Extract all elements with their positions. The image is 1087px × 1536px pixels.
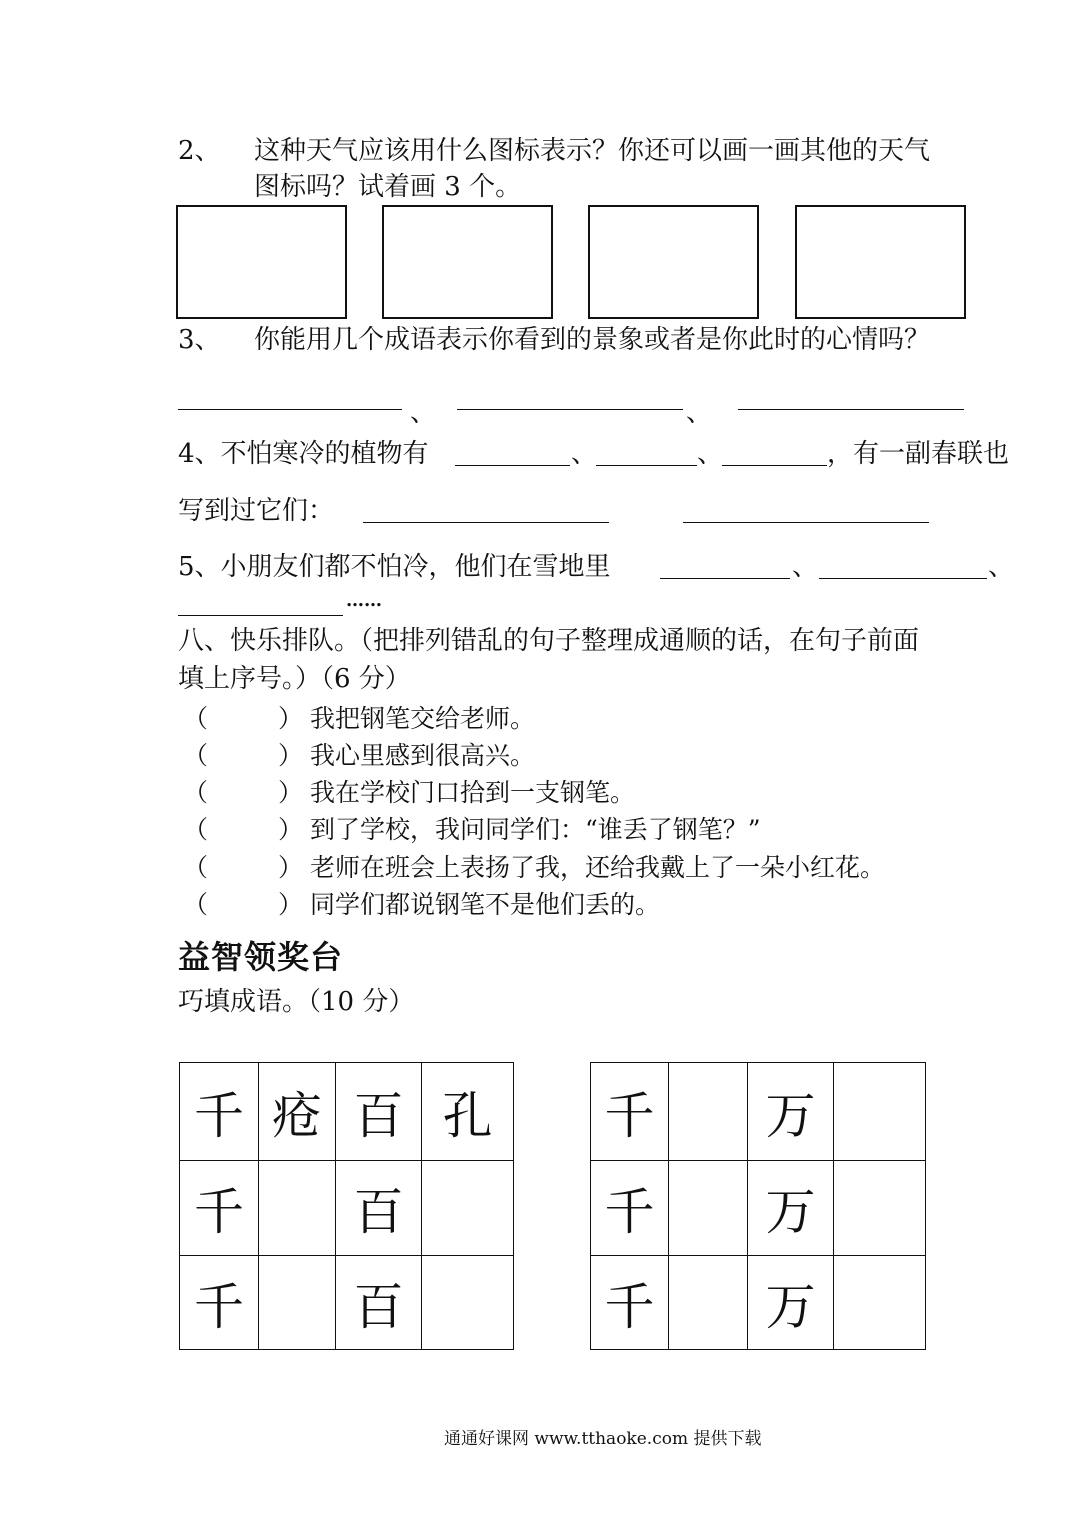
q4-text-end: ，有一副春联也: [827, 439, 1010, 469]
drawing-box-3[interactable]: [588, 205, 759, 319]
right-grid-blank-cell[interactable]: [834, 1063, 926, 1161]
order-item-1-close-paren: ）: [278, 704, 304, 733]
right-grid-cell: 万: [748, 1063, 834, 1161]
drawing-box-1[interactable]: [176, 205, 347, 319]
left-grid-cell: 孔: [422, 1063, 514, 1161]
bonus-prompt: 巧填成语。（10 分）: [178, 987, 415, 1017]
order-item-5-open-paren: （: [183, 853, 209, 882]
order-item-6-close-paren: ）: [278, 890, 304, 919]
drawing-box-4[interactable]: [795, 205, 966, 319]
right-grid-blank-cell[interactable]: [834, 1161, 926, 1256]
q3-separator-2: 、: [686, 398, 713, 428]
right-grid-cell: 千: [591, 1161, 669, 1256]
order-item-3-answer-slot[interactable]: [214, 780, 278, 808]
right-grid-blank-cell[interactable]: [669, 1161, 748, 1256]
order-item-5-answer-slot[interactable]: [214, 855, 278, 883]
left-grid-cell: 百: [336, 1161, 422, 1256]
q2-line1: 这种天气应该用什么图标表示？你还可以画一画其他的天气: [254, 136, 931, 166]
q5-text-start: 5、小朋友们都不怕冷，他们在雪地里: [178, 552, 611, 582]
order-item-2-answer-slot[interactable]: [214, 743, 278, 771]
q4-separator-1: 、: [571, 439, 598, 469]
q3-text: 你能用几个成语表示你看到的景象或者是你此时的心情吗？: [254, 325, 931, 355]
order-item-6-open-paren: （: [183, 890, 209, 919]
q2-line2: 图标吗？试着画 3 个。: [254, 172, 522, 202]
q3-blank-1[interactable]: [178, 409, 402, 410]
order-item-2-text: 我心里感到很高兴。: [310, 741, 536, 770]
left-grid-blank-cell[interactable]: [422, 1161, 514, 1256]
q2-number: 2、: [178, 136, 221, 166]
order-item-3-close-paren: ）: [278, 778, 304, 807]
right-grid-blank-cell[interactable]: [834, 1256, 926, 1350]
order-item-2-open-paren: （: [183, 741, 209, 770]
q3-blank-3[interactable]: [738, 409, 964, 410]
right-grid-cell: 千: [591, 1256, 669, 1350]
section8-instruction-line1: 八、快乐排队。（把排列错乱的句子整理成通顺的话，在句子前面: [178, 626, 920, 656]
order-item-3-open-paren: （: [183, 778, 209, 807]
q5-blank-1[interactable]: [660, 578, 790, 579]
idiom-grid-right: [590, 1062, 926, 1350]
order-item-6-answer-slot[interactable]: [214, 892, 278, 920]
q4-blank-3[interactable]: [722, 465, 827, 466]
order-item-1-answer-slot[interactable]: [214, 706, 278, 734]
q3-separator-1: 、: [410, 398, 437, 428]
right-grid-cell: 万: [748, 1256, 834, 1350]
left-grid-cell: 疮: [259, 1063, 336, 1161]
order-item-4-close-paren: ）: [278, 815, 304, 844]
idiom-grid-left: [179, 1062, 514, 1350]
section8-instruction-line2: 填上序号。）（6 分）: [178, 664, 411, 694]
order-item-1-open-paren: （: [183, 704, 209, 733]
order-item-4-open-paren: （: [183, 815, 209, 844]
order-item-1-text: 我把钢笔交给老师。: [310, 704, 536, 733]
q4-line2: 写到过它们：: [178, 496, 335, 526]
q5-ellipsis: ……: [346, 590, 382, 611]
q4-text-start: 4、不怕寒冷的植物有: [178, 439, 429, 469]
right-grid-blank-cell[interactable]: [669, 1063, 748, 1161]
order-item-4-answer-slot[interactable]: [214, 817, 278, 845]
left-grid-cell: 千: [180, 1063, 259, 1161]
order-item-5-close-paren: ）: [278, 853, 304, 882]
left-grid-cell: 千: [180, 1161, 259, 1256]
drawing-box-2[interactable]: [382, 205, 553, 319]
q5-separator-1: 、: [792, 552, 819, 582]
q5-separator-2: 、: [988, 552, 1015, 582]
q4-separator-2: 、: [697, 439, 724, 469]
order-item-4-text: 到了学校，我问同学们：“谁丢了钢笔？”: [310, 815, 761, 844]
footer-credit: 通通好课网 www.tthaoke.com 提供下载: [444, 1429, 762, 1449]
q4-blank-2[interactable]: [596, 465, 697, 466]
q4-couplet-blank-1[interactable]: [363, 522, 609, 523]
q5-blank-3[interactable]: [178, 615, 343, 616]
order-item-3-text: 我在学校门口拾到一支钢笔。: [310, 778, 636, 807]
order-item-6-text: 同学们都说钢笔不是他们丢的。: [310, 890, 661, 919]
right-grid-cell: 千: [591, 1063, 669, 1161]
q4-couplet-blank-2[interactable]: [683, 522, 929, 523]
q3-blank-2[interactable]: [457, 409, 683, 410]
right-grid-cell: 万: [748, 1161, 834, 1256]
left-grid-blank-cell[interactable]: [259, 1256, 336, 1350]
left-grid-cell: 千: [180, 1256, 259, 1350]
left-grid-cell: 百: [336, 1063, 422, 1161]
q3-number: 3、: [178, 325, 221, 355]
q4-blank-1[interactable]: [455, 465, 570, 466]
order-item-2-close-paren: ）: [278, 741, 304, 770]
order-item-5-text: 老师在班会上表扬了我，还给我戴上了一朵小红花。: [310, 853, 886, 882]
bonus-heading: 益智领奖台: [178, 938, 344, 976]
left-grid-cell: 百: [336, 1256, 422, 1350]
left-grid-blank-cell[interactable]: [422, 1256, 514, 1350]
right-grid-blank-cell[interactable]: [669, 1256, 748, 1350]
left-grid-blank-cell[interactable]: [259, 1161, 336, 1256]
q5-blank-2[interactable]: [819, 578, 987, 579]
